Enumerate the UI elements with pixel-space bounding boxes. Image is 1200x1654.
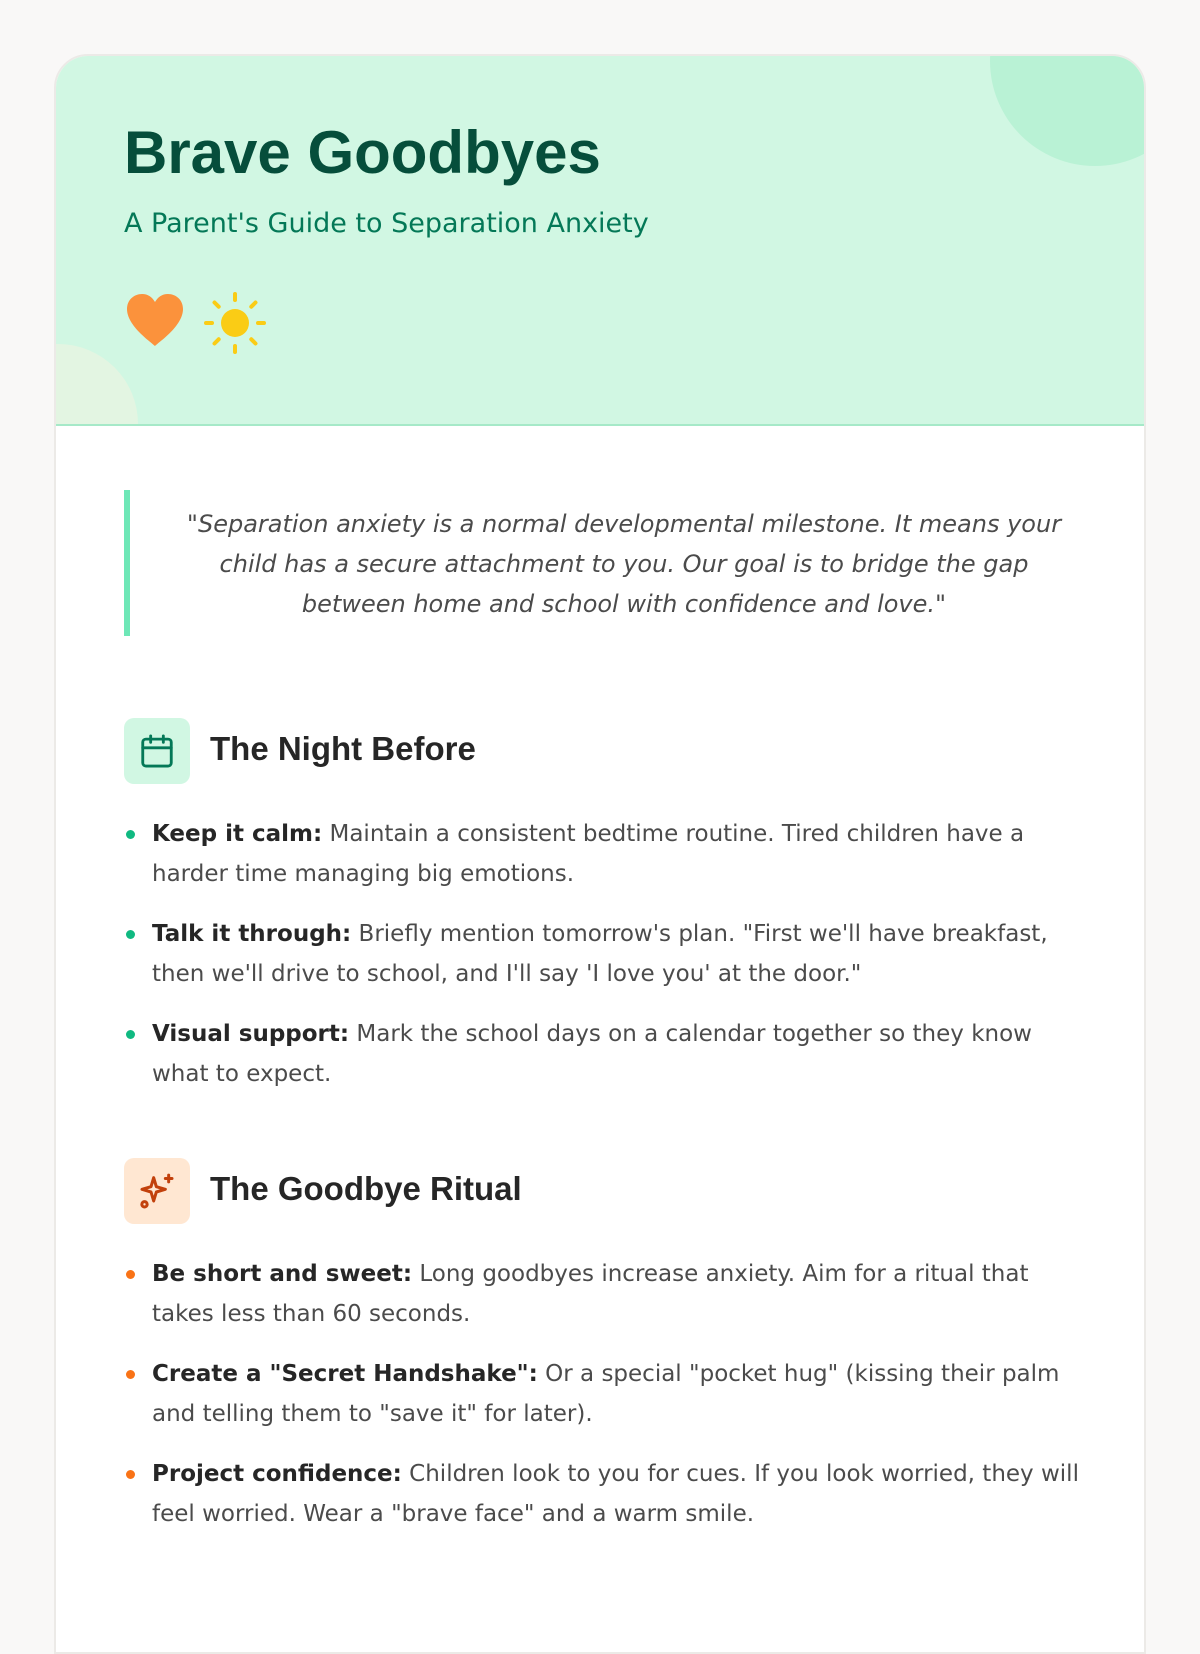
tip-label: Create a "Secret Handshake": (152, 1361, 538, 1387)
tip-text: Children look to you for cues. If you look worried, they will feel worried. Wear a "brave face" and a warm smile. (152, 1461, 1079, 1527)
list-item (124, 914, 1084, 994)
bullet-dot (126, 1270, 135, 1279)
section-title: The Goodbye Ritual (210, 1170, 522, 1207)
section-night-before (124, 718, 1084, 1087)
list-item (124, 1454, 1084, 1534)
page-title: Brave Goodbyes (124, 119, 601, 186)
list-item (124, 814, 1084, 894)
tip-label: Talk it through: (152, 921, 352, 947)
bullet-dot (126, 1030, 135, 1039)
tip-text: Maintain a consistent bedtime routine. Tired children have a harder time managing big emotions. (152, 821, 1025, 887)
section-title: The Night Before (210, 730, 476, 767)
tip-label: Visual support: (152, 1021, 350, 1047)
bullet-dot (126, 1370, 135, 1379)
decorative-circle (990, 56, 1144, 166)
list-item (124, 1014, 1084, 1094)
tips-list (124, 1254, 1084, 1554)
tip-label: Be short and sweet: (152, 1261, 413, 1287)
tip-text: Long goodbyes increase anxiety. Aim for a ritual that takes less than 60 seconds. (152, 1261, 1029, 1327)
bullet-dot (126, 1470, 135, 1479)
tips-list (124, 814, 1084, 1114)
section-goodbye-ritual (124, 1158, 1084, 1527)
section-header (124, 718, 1084, 784)
hero-header (56, 56, 1144, 426)
tip-text: Briefly mention tomorrow's plan. "First we'll have breakfast, then we'll drive to school, and I'll say 'I love you' at the door." (152, 921, 1048, 987)
calendar-icon (124, 718, 190, 784)
intro-quote (124, 490, 1082, 636)
decorative-circle (56, 344, 138, 426)
list-item (124, 1254, 1084, 1334)
quote-text: "Separation anxiety is a normal developmental milestone. It means your child has a secure attachment to you. Our goal is to bridge the gap between home and school with confidence and love." (186, 510, 1062, 618)
bullet-dot (126, 830, 135, 839)
guide-card (54, 54, 1146, 1654)
list-item (124, 1354, 1084, 1434)
page-subtitle: A Parent's Guide to Separation Anxiety (124, 208, 649, 239)
tip-label: Keep it calm: (152, 821, 323, 847)
tip-text: Or a special "pocket hug" (kissing their palm and telling them to "save it" for later). (152, 1361, 1060, 1427)
heart-icon (124, 292, 186, 348)
tip-label: Project confidence: (152, 1461, 402, 1487)
bullet-dot (126, 930, 135, 939)
sparkles-icon (124, 1158, 190, 1224)
sun-icon (204, 292, 266, 354)
section-header (124, 1158, 1084, 1224)
tip-text: Mark the school days on a calendar together so they know what to expect. (152, 1021, 1032, 1087)
